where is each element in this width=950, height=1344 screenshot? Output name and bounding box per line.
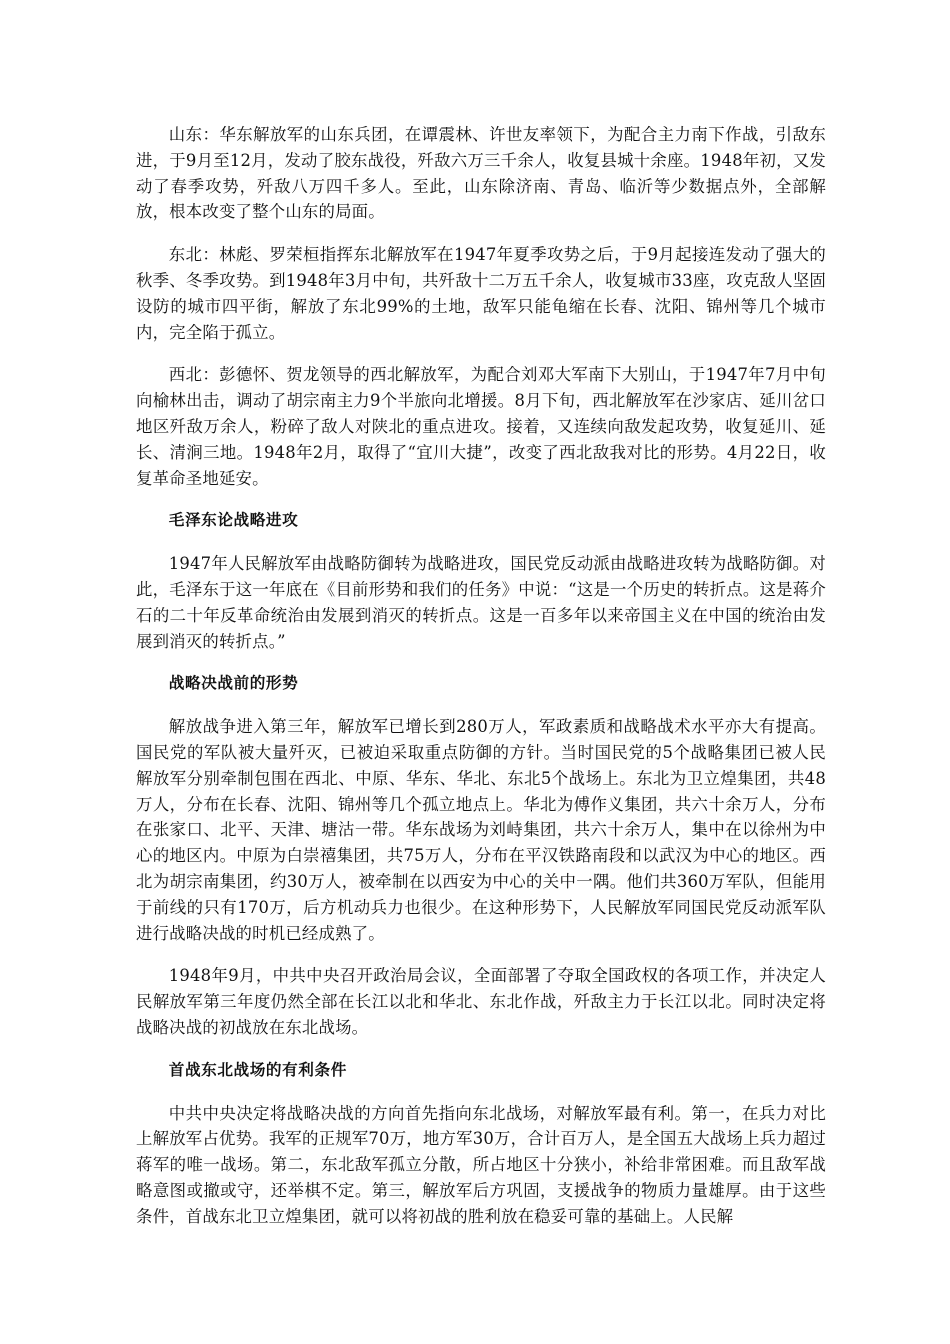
paragraph-mao-turning-point: 1947年人民解放军由战略防御转为战略进攻，国民党反动派由战略进攻转为战略防御。对此，毛泽东于这一年底在《目前形势和我们的任务》中说：“这是一个历史的转折点。这是蒋介石的二十年反革命统治由发展到消灭的转折点。这是一百多年以来帝国主义在中国的统治由发展到消灭的转折点。” (136, 554, 826, 651)
paragraph-xibei: 西北：彭德怀、贺龙领导的西北解放军，为配合刘邓大军南下大别山，于1947年7月中旬向榆林出击，调动了胡宗南主力9个半旅向北增援。8月下旬，西北解放军在沙家店、延川岔口地区歼敌万余人，粉碎了敌人对陕北的重点进攻。接着，又连续向敌发起攻势，收复延川、延长、清涧三地。1948年2月，取得了“宜川大捷”，改变了西北敌我对比的形势。4月22日，收复革命圣地延安。 (136, 365, 826, 488)
paragraph-shandong: 山东：华东解放军的山东兵团，在谭震林、许世友率领下，为配合主力南下作战，引敌东进，于9月至12月，发动了胶东战役，歼敌六万三千余人，收复县城十余座。1948年初，又发动了春季攻势，歼敌八万四千多人。至此，山东除济南、青岛、临沂等少数据点外，全部解放，根本改变了整个山东的局面。 (136, 125, 826, 222)
document-body (136, 122, 826, 1246)
paragraph-northeast-advantages: 中共中央决定将战略决战的方向首先指向东北战场，对解放军最有利。第一，在兵力对比上解放军占优势。我军的正规军70万，地方军30万，合计百万人，是全国五大战场上兵力超过蒋军的唯一战场。第二，东北敌军孤立分散，所占地区十分狭小，补给非常困难。而且敌军战略意图或撤或守，还举棋不定。第三，解放军后方巩固，支援战争的物质力量雄厚。由于这些条件，首战东北卫立煌集团，就可以将初战的胜利放在稳妥可靠的基础上。人民解 (136, 1103, 826, 1226)
paragraph-dongbei: 东北：林彪、罗荣桓指挥东北解放军在1947年夏季攻势之后，于9月起接连发动了强大的秋季、冬季攻势。到1948年3月中旬，共歼敌十二万五千余人，收复城市33座，攻克敌人坚固设防的城市四平街，解放了东北99%的土地，敌军只能龟缩在长春、沈阳、锦州等几个城市内，完全陷于孤立。 (136, 245, 826, 342)
paragraph-september-1948-meeting: 1948年9月，中共中央召开政治局会议，全面部署了夺取全国政权的各项工作，并决定人民解放军第三年度仍然全部在长江以北和华北、东北作战，歼敌主力于长江以北。同时决定将战略决战的初战放在东北战场。 (136, 966, 826, 1037)
section-heading-pre-decisive-situation: 战略决战前的形势 (168, 674, 299, 693)
paragraph-third-year-situation: 解放战争进入第三年，解放军已增长到280万人，军政素质和战略战术水平亦大有提高。国民党的军队被大量歼灭，已被迫采取重点防御的方针。当时国民党的5个战略集团已被人民解放军分别牵制包围在西北、中原、华东、华北、东北5个战场上。东北为卫立煌集团，共48万人，分布在长春、沈阳、锦州等几个孤立地点上。华北为傅作义集团，共六十余万人，分布在张家口、北平、天津、塘沽一带。华东战场为刘峙集团，共六十余万人，集中在以徐州为中心的地区内。中原为白崇禧集团，共75万人，分布在平汉铁路南段和以武汉为中心的地区。西北为胡宗南集团，约30万人，被牵制在以西安为中心的关中一隅。他们共360万军队，但能用于前线的只有170万，后方机动兵力也很少。在这种形势下，人民解放军同国民党反动派军队进行战略决战的时机已经成熟了。 (136, 717, 826, 943)
section-heading-strategic-offensive: 毛泽东论战略进攻 (168, 511, 299, 530)
section-heading-northeast-conditions: 首战东北战场的有利条件 (168, 1060, 347, 1079)
